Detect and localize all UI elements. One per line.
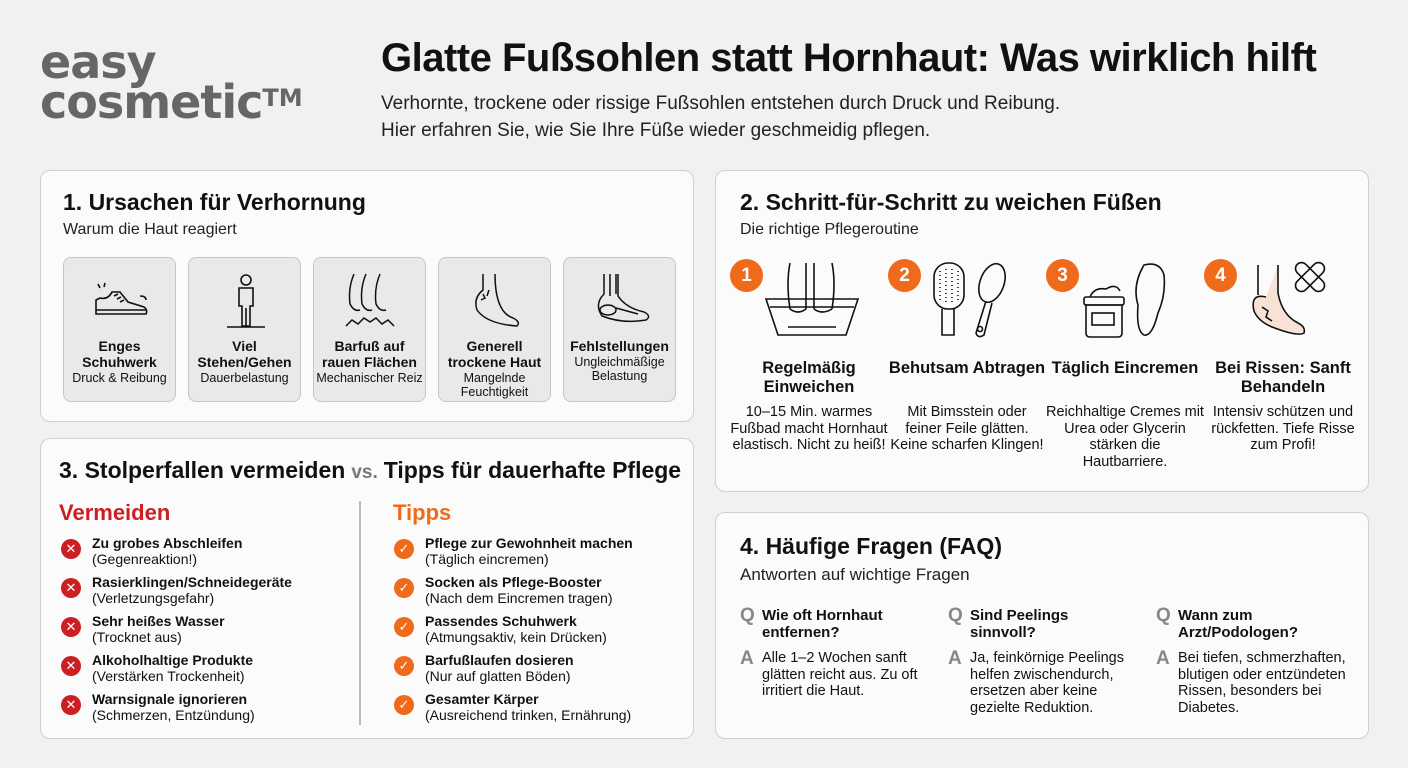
tip-item-title: Barfußlaufen dosieren xyxy=(425,652,574,668)
step-number: 1 xyxy=(730,259,763,292)
brand-logo xyxy=(40,35,303,129)
q-label: Q xyxy=(948,605,963,626)
step-title: Regelmäßig Einweichen xyxy=(762,359,856,396)
q-label: Q xyxy=(740,605,755,626)
step-number: 3 xyxy=(1046,259,1079,292)
pitfalls-title-left: 3. Stolperfallen vermeiden xyxy=(59,457,346,483)
tips-label: Tipps xyxy=(393,500,452,525)
avoid-item-note: (Gegenreaktion!) xyxy=(92,551,198,567)
cause-tile xyxy=(563,257,676,402)
steps-subtitle: Die richtige Pflegeroutine xyxy=(740,221,919,238)
cause-tile xyxy=(63,257,176,402)
bare-feet-rough-ground-icon xyxy=(340,270,402,332)
cause-desc: Mechanischer Reiz xyxy=(316,371,423,385)
cause-title: Viel Stehen/Gehen xyxy=(197,338,292,370)
x-circle-icon: ✕ xyxy=(61,578,81,598)
x-circle-icon: ✕ xyxy=(61,656,81,676)
cause-title: Enges Schuhwerk xyxy=(82,338,157,370)
faq-card xyxy=(715,512,1369,739)
avoid-item-note: (Verstärken Trockenheit) xyxy=(92,668,245,684)
faq-subtitle: Antworten auf wichtige Fragen xyxy=(740,565,970,584)
cause-tile xyxy=(438,257,551,402)
step-title: Behutsam Abtragen xyxy=(888,359,1046,377)
cause-desc: Ungleichmäßige Belastung xyxy=(574,355,665,383)
step-desc: 10–15 Min. warmes Fußbad macht Hornhaut elastisch. Nicht zu heiß! xyxy=(730,404,888,453)
check-circle-icon: ✓ xyxy=(394,695,414,715)
pitfalls-title xyxy=(59,457,681,484)
avoid-item-title: Alkoholhaltige Produkte xyxy=(92,652,254,668)
step-desc: Mit Bimsstein oder feiner Feile glätten. Keine scharfen Klingen! xyxy=(890,404,1044,453)
cause-desc: Dauerbelastung xyxy=(200,371,289,385)
faq-title: 4. Häufige Fragen (FAQ) xyxy=(740,533,1002,559)
avoid-item-note: (Trocknet aus) xyxy=(92,629,182,645)
pitfalls-title-right: Tipps für dauerhafte Pflege xyxy=(383,457,682,483)
pumice-file-icon xyxy=(920,261,1020,341)
steps-title: 2. Schritt-für-Schritt zu weichen Füßen xyxy=(740,189,1162,215)
a-label: A xyxy=(1156,648,1170,669)
brand-line1: easy xyxy=(40,35,156,89)
step-title: Bei Rissen: Sanft Behandeln xyxy=(1215,359,1351,396)
cause-title: Fehlstellungen xyxy=(570,338,669,354)
cracked-heel-icon xyxy=(465,270,527,332)
page-title: Glatte Fußsohlen statt Hornhaut: Was wirklich hilft xyxy=(381,36,1317,80)
causes-subtitle: Warum die Haut reagiert xyxy=(63,221,237,238)
a-label: A xyxy=(740,648,754,669)
subtitle-line: Hier erfahren Sie, wie Sie Ihre Füße wieder geschmeidig pflegen. xyxy=(381,120,931,141)
vs-label: vs. xyxy=(351,462,378,483)
step-number: 4 xyxy=(1204,259,1237,292)
pitfalls-card xyxy=(40,438,694,739)
avoid-item-title: Zu grobes Abschleifen xyxy=(92,535,243,551)
faq-answer: Bei tiefen, schmerzhaften, blutigen oder entzündeten Rissen, besonders bei Diabetes. xyxy=(1178,650,1346,716)
tip-item-note: (Täglich eincremen) xyxy=(425,551,549,567)
step-title: Täglich Eincremen xyxy=(1051,359,1199,377)
avoid-item-title: Warnsignale ignorieren xyxy=(92,691,248,707)
step-number: 2 xyxy=(888,259,921,292)
faq-question: Wie oft Hornhaut entfernen? xyxy=(762,607,883,641)
check-circle-icon: ✓ xyxy=(394,578,414,598)
avoid-item-note: (Schmerzen, Entzündung) xyxy=(92,707,255,723)
tip-item-note: (Nach dem Eincremen tragen) xyxy=(425,590,613,606)
brand-line2: cosmetic xyxy=(40,75,263,129)
foot-skeleton-icon xyxy=(590,270,652,332)
x-circle-icon: ✕ xyxy=(61,539,81,559)
step-desc: Intensiv schützen und rückfetten. Tiefe Risse zum Profi! xyxy=(1211,404,1355,453)
tip-item-note: (Ausreichend trinken, Ernährung) xyxy=(425,707,632,723)
faq-question: Wann zum Arzt/Podologen? xyxy=(1178,607,1298,641)
faq-answer: Alle 1–2 Wochen sanft glätten reicht aus. Zu oft irritiert die Haut. xyxy=(762,650,918,699)
avoid-item-title: Rasierklingen/Schneidegeräte xyxy=(92,574,292,590)
tip-item-title: Socken als Pflege-Booster xyxy=(425,574,602,590)
q-label: Q xyxy=(1156,605,1171,626)
causes-card xyxy=(40,170,694,422)
cause-title: Barfuß auf rauen Flächen xyxy=(322,338,417,370)
step-desc: Reichhaltige Cremes mit Urea oder Glycerin stärken die Hautbarriere. xyxy=(1046,404,1204,470)
avoid-item-title: Sehr heißes Wasser xyxy=(92,613,225,629)
cause-title: Generell trockene Haut xyxy=(447,338,542,370)
avoid-label: Vermeiden xyxy=(59,500,171,525)
steps-card xyxy=(715,170,1369,492)
faq-question: Sind Peelings sinnvoll? xyxy=(970,607,1069,641)
avoid-item-note: (Verletzungsgefahr) xyxy=(92,590,215,606)
standing-person-icon xyxy=(215,270,277,332)
cream-jar-foot-icon xyxy=(1078,261,1178,341)
check-circle-icon: ✓ xyxy=(394,617,414,637)
check-circle-icon: ✓ xyxy=(394,539,414,559)
tip-item-title: Gesamter Kärper xyxy=(425,691,539,707)
cracked-heel-bandage-icon xyxy=(1236,261,1336,341)
shoe-icon xyxy=(90,270,152,332)
page-subtitle xyxy=(381,90,1060,144)
cause-desc: Druck & Reibung xyxy=(72,371,167,385)
cause-tile xyxy=(188,257,301,402)
x-circle-icon: ✕ xyxy=(61,695,81,715)
tip-item-note: (Atmungsaktiv, kein Drücken) xyxy=(425,629,607,645)
trademark: TM xyxy=(262,84,303,112)
foot-bath-icon xyxy=(762,261,862,341)
a-label: A xyxy=(948,648,962,669)
cause-tile xyxy=(313,257,426,402)
subtitle-line: Verhornte, trockene oder rissige Fußsohlen entstehen durch Druck und Reibung. xyxy=(381,93,1061,114)
causes-title: 1. Ursachen für Verhornung xyxy=(63,189,366,215)
faq-answer: Ja, feinkörnige Peelings helfen zwischendurch, ersetzen aber keine gezielte Reduktion. xyxy=(970,650,1124,716)
check-circle-icon: ✓ xyxy=(394,656,414,676)
tip-item-title: Pflege zur Gewohnheit machen xyxy=(425,535,633,551)
column-divider xyxy=(359,501,361,725)
x-circle-icon: ✕ xyxy=(61,617,81,637)
cause-desc: Mangelnde Feuchtigkeit xyxy=(460,371,529,399)
tip-item-note: (Nur auf glatten Böden) xyxy=(425,668,571,684)
tip-item-title: Passendes Schuhwerk xyxy=(425,613,577,629)
